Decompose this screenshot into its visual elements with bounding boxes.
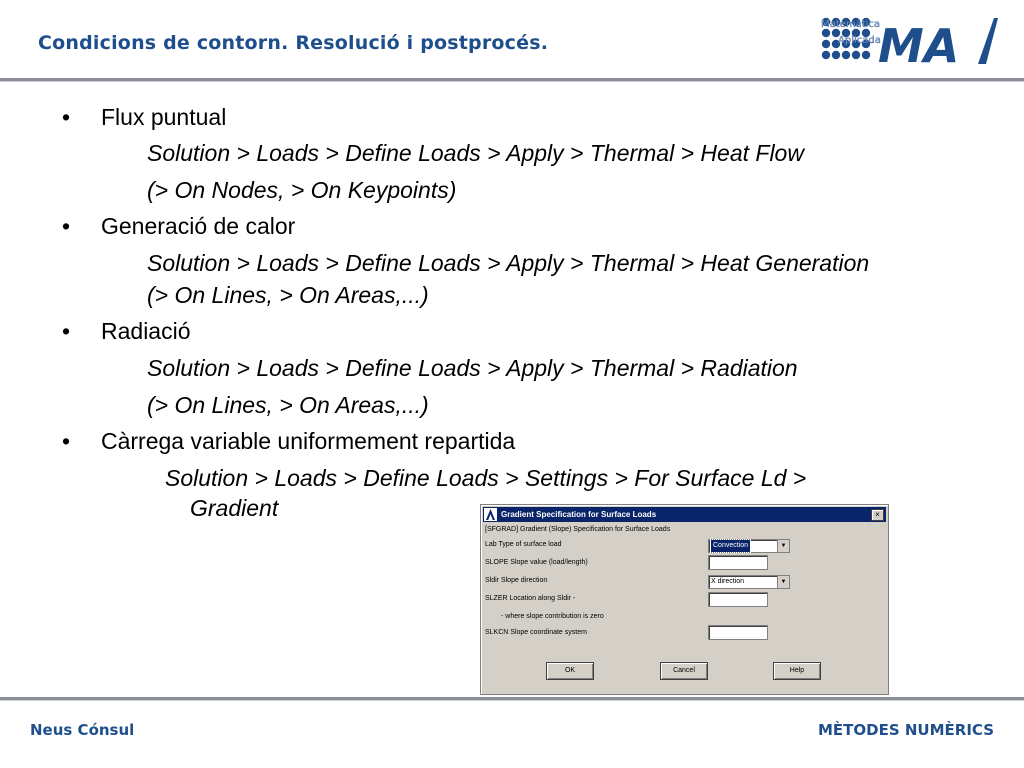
- slope-direction-value: X direction: [711, 578, 745, 585]
- bullet-marker: •: [62, 428, 71, 454]
- dialog-titlebar[interactable]: [483, 507, 886, 522]
- bullet-radiacio: Radiació: [101, 318, 191, 344]
- menu-path-heat-generation-targets: (> On Lines, > On Areas,...): [147, 282, 429, 308]
- slope-value-input[interactable]: [708, 555, 768, 570]
- help-button[interactable]: Help: [773, 662, 821, 680]
- footer-divider-light: [0, 700, 1024, 701]
- label-slzer-note: - where slope contribution is zero: [501, 613, 604, 620]
- bullet-marker: •: [62, 213, 71, 239]
- slope-direction-select[interactable]: [708, 575, 790, 589]
- svg-text:MA: MA: [878, 19, 960, 72]
- menu-path-radiation: Solution > Loads > Define Loads > Apply > Thermal > Radiation: [147, 355, 798, 381]
- slope-coordinate-system-input[interactable]: [708, 625, 768, 640]
- bullet-marker: •: [62, 318, 71, 344]
- menu-path-gradient-end: Gradient: [190, 495, 279, 521]
- slzer-location-input[interactable]: [708, 592, 768, 607]
- slide-title: Condicions de contorn. Resolució i postprocés.: [38, 32, 549, 54]
- cancel-button[interactable]: Cancel: [660, 662, 708, 680]
- lab-type-value: Convection: [711, 540, 750, 552]
- menu-path-heat-flow: Solution > Loads > Define Loads > Apply > Thermal > Heat Flow: [147, 140, 804, 166]
- label-lab: Lab Type of surface load: [485, 541, 562, 548]
- lab-type-select[interactable]: [708, 539, 790, 553]
- menu-path-radiation-targets: (> On Lines, > On Areas,...): [147, 392, 429, 418]
- label-sldir: Sldir Slope direction: [485, 577, 548, 584]
- bullet-carrega-variable: Càrrega variable uniformement repartida: [101, 428, 516, 454]
- chevron-down-icon[interactable]: ▼: [777, 576, 789, 588]
- label-slkcn: SLKCN Slope coordinate system: [485, 629, 587, 636]
- bullet-generacio-calor: Generació de calor: [101, 213, 296, 239]
- menu-path-gradient: Solution > Loads > Define Loads > Settings > For Surface Ld >: [165, 465, 807, 491]
- footer-course: MÈTODES NUMÈRICS: [817, 721, 994, 739]
- menu-path-heat-generation: Solution > Loads > Define Loads > Apply > Thermal > Heat Generation: [147, 250, 870, 276]
- label-slope: SLOPE Slope value (load/length): [485, 559, 588, 566]
- close-icon[interactable]: ×: [871, 509, 884, 521]
- bullet-marker: •: [62, 104, 71, 130]
- dialog-title: Gradient Specification for Surface Loads: [501, 510, 657, 519]
- svg-text:Aplicada: Aplicada: [838, 35, 881, 46]
- chevron-down-icon[interactable]: ▼: [777, 540, 789, 552]
- ok-button[interactable]: OK: [546, 662, 594, 680]
- dialog-command-heading: [SFGRAD] Gradient (Slope) Specification for Surface Loads: [485, 526, 671, 533]
- svg-text:Matemàtica: Matemàtica: [821, 19, 881, 30]
- ansys-app-icon: [484, 508, 497, 521]
- bullet-flux-puntual: Flux puntual: [101, 104, 227, 130]
- label-slzer: SLZER Location along Sldir -: [485, 595, 576, 602]
- footer-author: Neus Cónsul: [30, 721, 135, 739]
- menu-path-heat-flow-targets: (> On Nodes, > On Keypoints): [147, 177, 457, 203]
- gradient-specification-dialog: [480, 504, 889, 695]
